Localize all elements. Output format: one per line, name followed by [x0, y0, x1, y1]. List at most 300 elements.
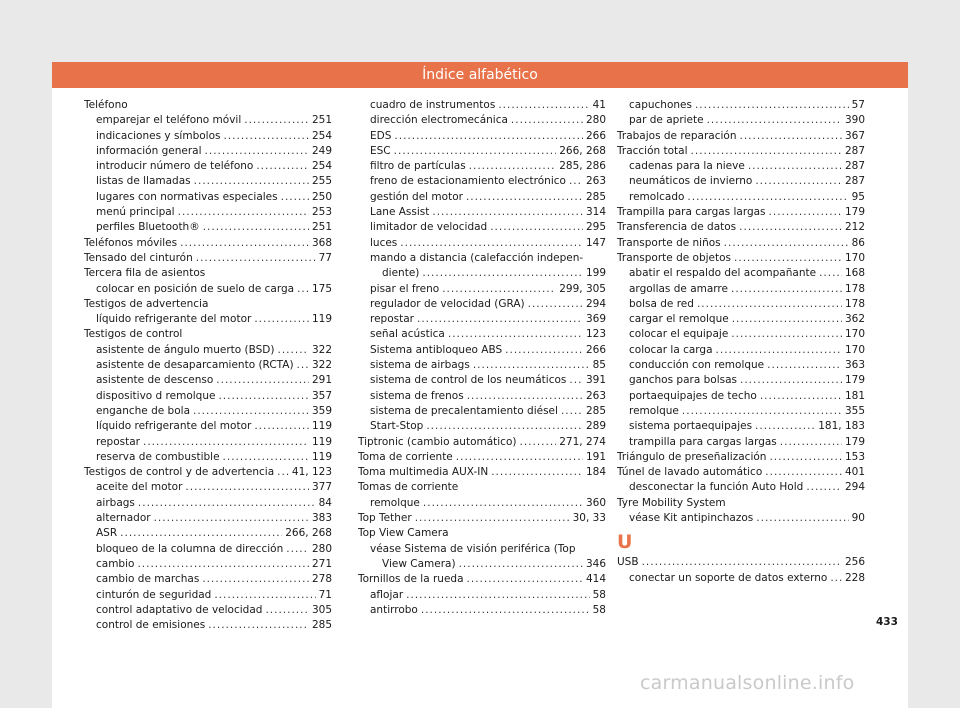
index-entry-page: 287	[844, 144, 865, 157]
dot-leader	[561, 404, 583, 419]
index-entry-term: asistente de desaparcamiento (RCTA)	[96, 359, 294, 372]
index-entry-page: 119	[311, 435, 332, 448]
index-entry-page: 289	[585, 420, 606, 433]
index-entry-page: 58	[592, 588, 606, 601]
index-entry-term: antirrobo	[370, 603, 418, 616]
index-entry-term: Tracción total	[617, 144, 688, 157]
dot-leader	[202, 572, 309, 587]
index-entry-term: Triángulo de preseñalización	[617, 450, 767, 463]
index-entry	[84, 98, 332, 113]
index-entry-term: Tensado del cinturón	[84, 251, 193, 264]
index-entry-term: portaequipajes de techo	[629, 389, 757, 402]
index-entry-page: 253	[311, 206, 332, 219]
index-entry-page: 90	[851, 512, 865, 525]
dot-leader	[138, 496, 316, 511]
dot-leader	[218, 389, 309, 404]
dot-leader	[154, 511, 309, 526]
index-entry-page: 147	[585, 236, 606, 249]
index-entry-page: 84	[318, 496, 332, 509]
dot-leader	[406, 588, 589, 603]
index-entry-term: bloqueo de la columna de dirección	[96, 542, 284, 555]
dot-leader	[695, 98, 849, 113]
index-entry-page: 369	[585, 313, 606, 326]
dot-leader	[569, 373, 583, 388]
index-entry-page: 251	[311, 114, 332, 127]
index-entry-page: 181	[844, 389, 865, 402]
dot-leader	[739, 220, 842, 235]
index-entry	[617, 571, 865, 586]
index-entry	[84, 144, 332, 159]
index-entry-page: 346	[585, 557, 606, 570]
index-entry-term: sistema de control de los neumáticos	[370, 374, 567, 387]
index-entry-term: Sistema antibloqueo ABS	[370, 343, 503, 356]
dot-leader	[511, 113, 583, 128]
index-entry	[84, 496, 332, 511]
index-entry-term: cambio de marchas	[96, 573, 200, 586]
index-entry-term: repostar	[370, 313, 414, 326]
index-entry	[358, 174, 606, 189]
index-entry-page: 179	[844, 374, 865, 387]
index-entry-page: 178	[844, 282, 865, 295]
dot-leader	[528, 297, 583, 312]
dot-leader	[448, 327, 583, 342]
index-entry	[84, 205, 332, 220]
dot-leader	[769, 450, 842, 465]
index-entry-term: asistente de ángulo muerto (BSD)	[96, 343, 275, 356]
index-entry-term: Tyre Mobility System	[617, 496, 726, 509]
index-entry	[84, 618, 332, 633]
index-entry	[358, 266, 606, 281]
index-entry-page: 71	[318, 588, 332, 601]
index-entry-page: 383	[311, 512, 332, 525]
index-entry-term: sistema de airbags	[370, 359, 470, 372]
dot-leader	[394, 144, 557, 159]
index-entry-term: listas de llamadas	[96, 175, 191, 188]
dot-leader	[426, 419, 583, 434]
dot-leader	[569, 174, 583, 189]
index-entry	[617, 159, 865, 174]
dot-leader	[490, 220, 583, 235]
dot-leader	[519, 435, 556, 450]
index-entry-page: 179	[844, 206, 865, 219]
index-entry	[84, 450, 332, 465]
dot-leader	[203, 220, 309, 235]
index-entry-page: 263	[585, 389, 606, 402]
index-entry	[358, 526, 606, 541]
dot-leader	[277, 465, 289, 480]
dot-leader	[194, 174, 309, 189]
index-entry-term: Transporte de objetos	[617, 251, 732, 264]
index-entry	[617, 389, 865, 404]
index-entry-term: colocar en posición de suelo de carga	[96, 282, 295, 295]
index-entry-term: Top View Camera	[358, 527, 449, 540]
dot-leader	[223, 450, 309, 465]
page-title: Índice alfabético	[52, 62, 908, 88]
dot-leader	[767, 358, 842, 373]
index-entry	[358, 557, 606, 572]
index-entry-page: 322	[311, 359, 332, 372]
index-entry	[617, 144, 865, 159]
index-entry-term: Lane Assist	[370, 206, 430, 219]
index-entry-term: neumáticos de invierno	[629, 175, 753, 188]
index-entry	[358, 465, 606, 480]
index-entry	[358, 572, 606, 587]
index-entry	[617, 450, 865, 465]
dot-leader	[415, 511, 570, 526]
index-entry	[617, 129, 865, 144]
index-entry-page: 266	[585, 343, 606, 356]
index-entry	[84, 220, 332, 235]
index-entry-term: Testigos de control	[84, 328, 183, 341]
index-entry	[617, 251, 865, 266]
index-entry	[84, 343, 332, 358]
dot-leader	[456, 450, 583, 465]
index-column-3	[617, 98, 865, 586]
index-entry	[84, 174, 332, 189]
dot-leader	[734, 251, 842, 266]
dot-leader	[185, 480, 309, 495]
index-entry	[358, 312, 606, 327]
dot-leader	[297, 358, 309, 373]
index-entry	[617, 297, 865, 312]
index-entry-term: introducir número de teléfono	[96, 160, 254, 173]
index-entry-page: 360	[585, 496, 606, 509]
dot-leader	[467, 389, 583, 404]
index-entry	[358, 251, 606, 266]
index-entry	[84, 526, 332, 541]
index-entry-page: 359	[311, 404, 332, 417]
index-entry-term: Transferencia de datos	[617, 221, 737, 234]
index-entry-term: Teléfonos móviles	[84, 236, 178, 249]
dot-leader	[716, 343, 842, 358]
dot-leader	[422, 266, 583, 281]
index-entry-page: 30, 33	[572, 512, 606, 525]
index-entry-page: 41, 123	[291, 466, 332, 479]
index-entry	[358, 98, 606, 113]
index-entry	[84, 542, 332, 557]
index-entry-page: 170	[844, 328, 865, 341]
index-entry-page: 255	[311, 175, 332, 188]
index-entry	[358, 190, 606, 205]
index-entry-page: 414	[585, 573, 606, 586]
index-column-2	[358, 98, 606, 618]
index-entry-term: diente)	[382, 267, 420, 280]
index-entry	[358, 343, 606, 358]
index-entry-term: información general	[96, 144, 202, 157]
index-entry-page: 391	[585, 374, 606, 387]
dot-leader	[691, 144, 842, 159]
index-entry-page: 294	[585, 297, 606, 310]
index-entry	[358, 389, 606, 404]
dot-leader	[642, 555, 842, 570]
index-entry	[84, 419, 332, 434]
index-entry-page: 357	[311, 389, 332, 402]
dot-leader	[178, 205, 309, 220]
index-entry-term: dispositivo d remolque	[96, 389, 216, 402]
index-entry	[617, 266, 865, 281]
index-entry-page: 355	[844, 404, 865, 417]
index-entry-page: 175	[311, 282, 332, 295]
index-entry-term: cargar el remolque	[629, 313, 729, 326]
dot-leader	[193, 404, 309, 419]
index-entry-term: Toma multimedia AUX-IN	[358, 466, 489, 479]
index-entry-page: 305	[311, 603, 332, 616]
index-entry-term: Tornillos de la rueda	[358, 573, 464, 586]
index-entry-term: sistema de frenos	[370, 389, 464, 402]
index-entry	[84, 588, 332, 603]
dot-leader	[265, 603, 309, 618]
index-entry-term: Testigos de advertencia	[84, 297, 209, 310]
index-entry-term: View Camera)	[382, 557, 456, 570]
index-entry-page: 363	[844, 359, 865, 372]
index-entry	[617, 205, 865, 220]
index-entry-term: regulador de velocidad (GRA)	[370, 297, 525, 310]
index-entry	[84, 282, 332, 297]
index-entry	[84, 511, 332, 526]
dot-leader	[281, 190, 309, 205]
index-entry	[358, 144, 606, 159]
index-entry	[84, 129, 332, 144]
index-entry	[358, 159, 606, 174]
index-entry-term: Tercera fila de asientos	[84, 267, 206, 280]
index-entry	[358, 236, 606, 251]
index-entry-page: 285	[311, 619, 332, 632]
index-entry	[358, 603, 606, 618]
index-entry-page: 377	[311, 481, 332, 494]
index-entry	[358, 480, 606, 495]
dot-leader	[423, 496, 583, 511]
dot-leader	[180, 236, 309, 251]
dot-leader	[765, 465, 842, 480]
index-entry-page: 228	[844, 571, 865, 584]
index-entry	[617, 480, 865, 495]
index-entry	[358, 511, 606, 526]
index-entry-page: 368	[311, 236, 332, 249]
index-entry-term: cambio	[96, 557, 135, 570]
index-entry-term: luces	[370, 236, 398, 249]
dot-leader	[120, 526, 282, 541]
dot-leader	[459, 557, 583, 572]
index-entry	[84, 159, 332, 174]
index-entry-page: 254	[311, 129, 332, 142]
dot-leader	[473, 358, 590, 373]
index-entry-page: 271	[311, 557, 332, 570]
index-entry-term: Trampilla para cargas largas	[617, 206, 766, 219]
index-entry-term: véase Sistema de visión periférica (Top	[370, 542, 576, 555]
index-entry-term: indicaciones y símbolos	[96, 129, 221, 142]
index-entry	[84, 373, 332, 388]
index-entry-term: gestión del motor	[370, 190, 463, 203]
index-entry	[358, 542, 606, 557]
index-entry-page: 266, 268	[559, 144, 606, 157]
dot-leader	[442, 282, 556, 297]
index-entry-page: 314	[585, 206, 606, 219]
index-entry-page: 299, 305	[559, 282, 606, 295]
index-entry	[84, 297, 332, 312]
index-entry-page: 287	[844, 175, 865, 188]
index-entry-page: 178	[844, 297, 865, 310]
index-entry-term: abatir el respaldo del acompañante	[629, 267, 817, 280]
dot-leader	[244, 113, 309, 128]
page-number: 433	[876, 616, 898, 628]
index-entry-page: 181, 183	[818, 420, 865, 433]
index-entry-page: 250	[311, 190, 332, 203]
index-entry-term: líquido refrigerante del motor	[96, 420, 252, 433]
index-entry-page: 119	[311, 420, 332, 433]
index-entry-term: colocar el equipaje	[629, 328, 729, 341]
index-entry-page: 119	[311, 313, 332, 326]
index-entry-term: perfiles Bluetooth®	[96, 221, 200, 234]
index-entry-page: 168	[844, 267, 865, 280]
index-entry-term: desconectar la función Auto Hold	[629, 481, 804, 494]
index-entry	[358, 220, 606, 235]
dot-leader	[731, 327, 842, 342]
index-entry	[84, 435, 332, 450]
index-entry-term: aflojar	[370, 588, 404, 601]
index-entry-term: airbags	[96, 496, 135, 509]
dot-leader	[400, 236, 583, 251]
index-entry-term: ASR	[96, 527, 118, 540]
index-entry	[617, 404, 865, 419]
index-entry-term: Transporte de niños	[617, 236, 721, 249]
index-entry-term: repostar	[96, 435, 140, 448]
index-entry-page: 291	[311, 374, 332, 387]
index-entry	[358, 496, 606, 511]
dot-leader	[417, 312, 583, 327]
index-entry	[617, 358, 865, 373]
index-entry-term: Top Tether	[358, 512, 412, 525]
index-entry-term: ESC	[370, 144, 391, 157]
index-entry-page: 280	[311, 542, 332, 555]
index-entry-term: pisar el freno	[370, 282, 440, 295]
index-entry	[84, 251, 332, 266]
index-entry-page: 251	[311, 221, 332, 234]
index-entry	[84, 557, 332, 572]
index-entry-term: EDS	[370, 129, 392, 142]
dot-leader	[760, 389, 842, 404]
dot-leader	[467, 572, 583, 587]
index-entry-term: menú principal	[96, 206, 175, 219]
index-entry	[617, 555, 865, 570]
dot-leader	[254, 312, 309, 327]
index-entry	[84, 358, 332, 373]
dot-leader	[208, 618, 309, 633]
dot-leader	[498, 98, 589, 113]
index-entry-page: 280	[585, 114, 606, 127]
index-entry	[617, 282, 865, 297]
index-entry-term: emparejar el teléfono móvil	[96, 114, 242, 127]
index-entry	[617, 435, 865, 450]
index-entry-term: remolque	[629, 404, 679, 417]
index-entry-term: limitador de velocidad	[370, 221, 488, 234]
index-entry-term: argollas de amarre	[629, 282, 728, 295]
index-entry	[358, 282, 606, 297]
index-entry	[617, 511, 865, 526]
index-entry-term: remolque	[370, 496, 420, 509]
index-entry	[358, 419, 606, 434]
index-entry-term: trampilla para cargas largas	[629, 435, 777, 448]
index-entry	[358, 404, 606, 419]
index-entry-page: 184	[585, 466, 606, 479]
index-entry	[358, 129, 606, 144]
index-entry-term: Toma de corriente	[358, 450, 453, 463]
index-entry	[84, 266, 332, 281]
index-entry-term: Tomas de corriente	[358, 481, 459, 494]
index-entry-term: Túnel de lavado automático	[617, 466, 763, 479]
index-entry	[84, 113, 332, 128]
index-entry	[358, 297, 606, 312]
index-entry-page: 367	[844, 129, 865, 142]
dot-leader	[432, 205, 583, 220]
dot-leader	[755, 419, 815, 434]
index-entry-term: par de apriete	[629, 114, 704, 127]
index-entry-term: control de emisiones	[96, 619, 206, 632]
index-entry	[617, 343, 865, 358]
index-entry-page: 285, 286	[559, 160, 606, 173]
index-entry-term: Testigos de control y de advertencia	[84, 466, 275, 479]
index-entry-page: 179	[844, 435, 865, 448]
index-entry-term: lugares con normativas especiales	[96, 190, 278, 203]
index-entry	[617, 236, 865, 251]
index-entry-term: Teléfono	[84, 99, 128, 111]
index-entry-page: 57	[851, 99, 865, 111]
index-entry-term: control adaptativo de velocidad	[96, 603, 263, 616]
dot-leader	[421, 603, 590, 618]
index-entry-page: 41	[592, 99, 606, 111]
index-entry	[617, 174, 865, 189]
dot-leader	[682, 404, 842, 419]
index-entry-term: capuchones	[629, 99, 692, 111]
index-entry-page: 191	[585, 450, 606, 463]
index-entry-term: líquido refrigerante del motor	[96, 313, 252, 326]
index-entry-term: mando a distancia (calefacción indepen-	[370, 251, 584, 264]
index-entry-page: 294	[844, 481, 865, 494]
dot-leader	[469, 159, 557, 174]
index-entry	[84, 327, 332, 342]
index-entry-term: señal acústica	[370, 328, 445, 341]
dot-leader	[214, 588, 315, 603]
index-entry-page: 249	[311, 144, 332, 157]
index-entry	[84, 389, 332, 404]
index-entry-term: asistente de descenso	[96, 374, 214, 387]
index-entry	[84, 465, 332, 480]
index-entry-page: 266	[585, 129, 606, 142]
dot-leader	[697, 297, 842, 312]
index-entry	[358, 373, 606, 388]
index-letter-heading: U	[617, 531, 633, 554]
index-entry	[617, 190, 865, 205]
index-entry-page: 390	[844, 114, 865, 127]
dot-leader	[806, 480, 842, 495]
index-entry	[358, 327, 606, 342]
index-entry-term: colocar la carga	[629, 343, 713, 356]
index-entry-page: 95	[851, 190, 865, 203]
dot-leader	[830, 571, 842, 586]
index-entry-term: Trabajos de reparación	[617, 129, 737, 142]
index-entry-term: reserva de combustible	[96, 450, 220, 463]
dot-leader	[505, 343, 583, 358]
dot-leader	[223, 129, 308, 144]
index-entry-page: 77	[318, 251, 332, 264]
index-entry-page: 58	[592, 603, 606, 616]
index-entry-term: cinturón de seguridad	[96, 588, 212, 601]
index-entry	[84, 480, 332, 495]
dot-leader	[196, 251, 316, 266]
dot-leader	[278, 343, 309, 358]
index-entry-term: sistema de precalentamiento diésel	[370, 404, 558, 417]
index-column-1	[84, 98, 332, 633]
dot-leader	[297, 282, 309, 297]
